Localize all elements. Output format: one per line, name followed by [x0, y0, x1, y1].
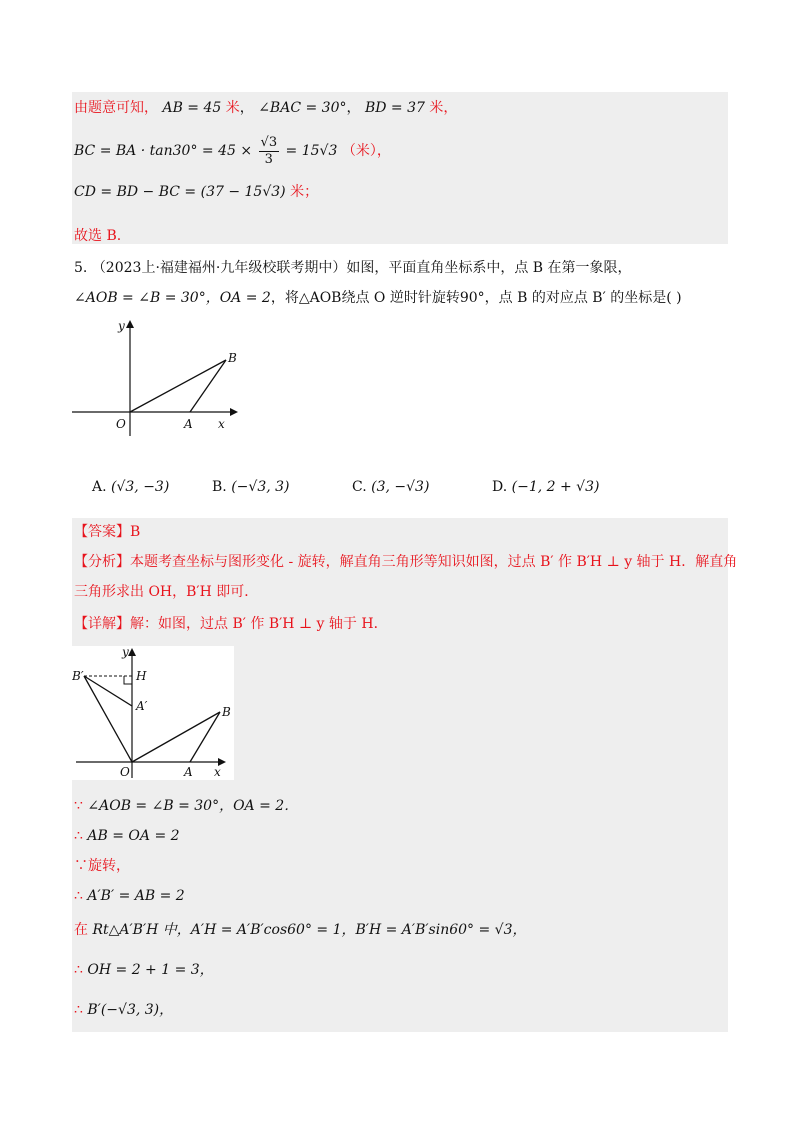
prev-unit-1: 米: [225, 100, 240, 116]
step-5-sym: 在: [74, 922, 88, 938]
detail-label-y: y: [122, 646, 129, 659]
step-3-text: 旋转，: [88, 858, 130, 874]
segment-ob-2: [132, 712, 220, 762]
option-c-label: C.: [352, 479, 367, 495]
prev-line-2: [74, 134, 391, 168]
question-source: （2023上·福建福州·九年级校联考期中）: [91, 260, 347, 276]
step-1: [74, 796, 298, 816]
question-text-1: 如图，平面直角坐标系中，点 B 在第一象限，: [346, 260, 632, 276]
detail-label-b: B: [222, 705, 231, 719]
answer-line: [74, 522, 140, 542]
detail-y-axis-arrow: [128, 648, 136, 656]
right-angle-mark: [124, 676, 132, 684]
step-5-text: Rt△A′B′H 中，A′H = A′B′cos60° = 1，B′H = A′B′sin60° = √3，: [92, 922, 527, 938]
step-7-text: B′(−√3, 3)，: [87, 1002, 174, 1018]
option-a-label: A.: [92, 479, 107, 495]
prev-conclusion: 故选 B.: [74, 228, 122, 244]
option-c-value: (3, −√3): [371, 479, 430, 495]
step-2-text: AB = OA = 2: [87, 828, 180, 844]
step-3: [74, 856, 130, 876]
question-line-1: [74, 258, 632, 278]
prev-bc-rhs: = 15√3: [285, 143, 338, 159]
step-6: [74, 960, 214, 980]
frac-numerator: √3: [260, 134, 278, 150]
prev-line1-prefix: 由题意可知，: [74, 100, 158, 116]
option-a-value: (√3, −3): [111, 479, 170, 495]
question-text-2: ，将△AOB绕点 O 逆时针旋转90°，点 B 的对应点 B′ 的坐标是( ): [270, 290, 682, 306]
label-o: O: [116, 417, 126, 431]
step-4: [74, 886, 185, 906]
segment-ab: [190, 360, 226, 412]
label-b: B: [228, 351, 237, 365]
step-2-sym: ∴: [74, 828, 83, 844]
prev-bc-lhs: BC = BA · tan30° = 45 ×: [74, 143, 253, 159]
label-y: y: [118, 319, 125, 333]
analysis-line-2: 三角形求出 OH，B′H 即可．: [74, 584, 259, 600]
segment-ab-2: [190, 712, 220, 762]
prev-bd: BD = 37: [364, 100, 425, 116]
option-b-value: (−√3, 3): [231, 479, 290, 495]
frac-denominator: 3: [264, 151, 273, 167]
segment-ob: [130, 360, 226, 412]
analysis-tag: 【分析】: [74, 554, 130, 570]
step-1-text: ∠AOB = ∠B = 30°，OA = 2．: [87, 798, 299, 814]
option-b-label: B.: [212, 479, 227, 495]
step-4-sym: ∴: [74, 888, 83, 904]
detail-label-bp: B′: [72, 669, 84, 683]
prev-unit-2: 米: [429, 100, 444, 116]
prev-cd-eq: CD = BD − BC = (37 − 15√3): [74, 184, 286, 200]
prev-angle: ∠BAC = 30°: [258, 100, 347, 116]
step-4-text: A′B′ = AB = 2: [87, 888, 185, 904]
prev-line-3: [74, 182, 318, 202]
analysis-line-1: [74, 552, 737, 572]
detail-label-h: H: [136, 669, 147, 683]
step-6-sym: ∴: [74, 962, 83, 978]
detail-text-1: 解：如图，过点 B′ 作 B′H ⊥ y 轴于 H．: [130, 616, 388, 632]
detail-label-o: O: [120, 765, 130, 779]
detail-figure: [72, 646, 234, 780]
y-axis-arrow: [126, 320, 134, 328]
step-3-sym: ∵: [74, 858, 88, 874]
step-6-text: OH = 2 + 1 = 3，: [87, 962, 214, 978]
step-2: [74, 826, 180, 846]
option-b[interactable]: [212, 479, 290, 495]
answer-tag: 【答案】: [74, 524, 130, 540]
step-5: [74, 920, 527, 940]
detail-label-ap: A′: [136, 699, 148, 713]
detail-label-x: x: [214, 765, 221, 779]
x-axis-arrow: [230, 408, 238, 416]
option-d-value: (−1, 2 + √3): [511, 479, 600, 495]
question-figure: [72, 318, 242, 438]
detail-label-a: A: [184, 765, 193, 779]
segment-bpap: [84, 676, 132, 706]
prev-sep-2: ，: [346, 100, 361, 116]
label-a: A: [184, 417, 193, 431]
prev-sep-1: ，: [239, 100, 254, 116]
prev-ab: AB = 45: [162, 100, 222, 116]
option-a[interactable]: [92, 479, 169, 495]
step-7: [74, 1000, 173, 1020]
fraction-sqrt3-over-3: [259, 135, 280, 168]
prev-line-1: [74, 98, 457, 118]
question-line-2: [74, 288, 682, 308]
prev-unit-3: （米），: [341, 143, 391, 159]
prev-unit-4: 米；: [290, 184, 319, 200]
label-x: x: [218, 417, 225, 431]
question-condition: ∠AOB = ∠B = 30°，OA = 2: [74, 290, 271, 306]
prev-end-1: ，: [443, 100, 458, 116]
segment-obp: [84, 676, 132, 762]
option-d-label: D.: [492, 479, 508, 495]
detail-tag: 【详解】: [74, 616, 130, 632]
analysis-text-1: 本题考查坐标与图形变化 - 旋转，解直角三角形等知识如图，过点 B′ 作 B′H ⊥ y 轴于 H．解直角: [130, 554, 738, 570]
answer-value: B: [130, 524, 141, 540]
option-d[interactable]: [492, 479, 599, 495]
step-7-sym: ∴: [74, 1002, 83, 1018]
option-c[interactable]: [352, 479, 429, 495]
question-number: 5.: [74, 260, 88, 276]
detail-line-1: [74, 614, 388, 634]
step-1-sym: ∵: [74, 798, 83, 814]
